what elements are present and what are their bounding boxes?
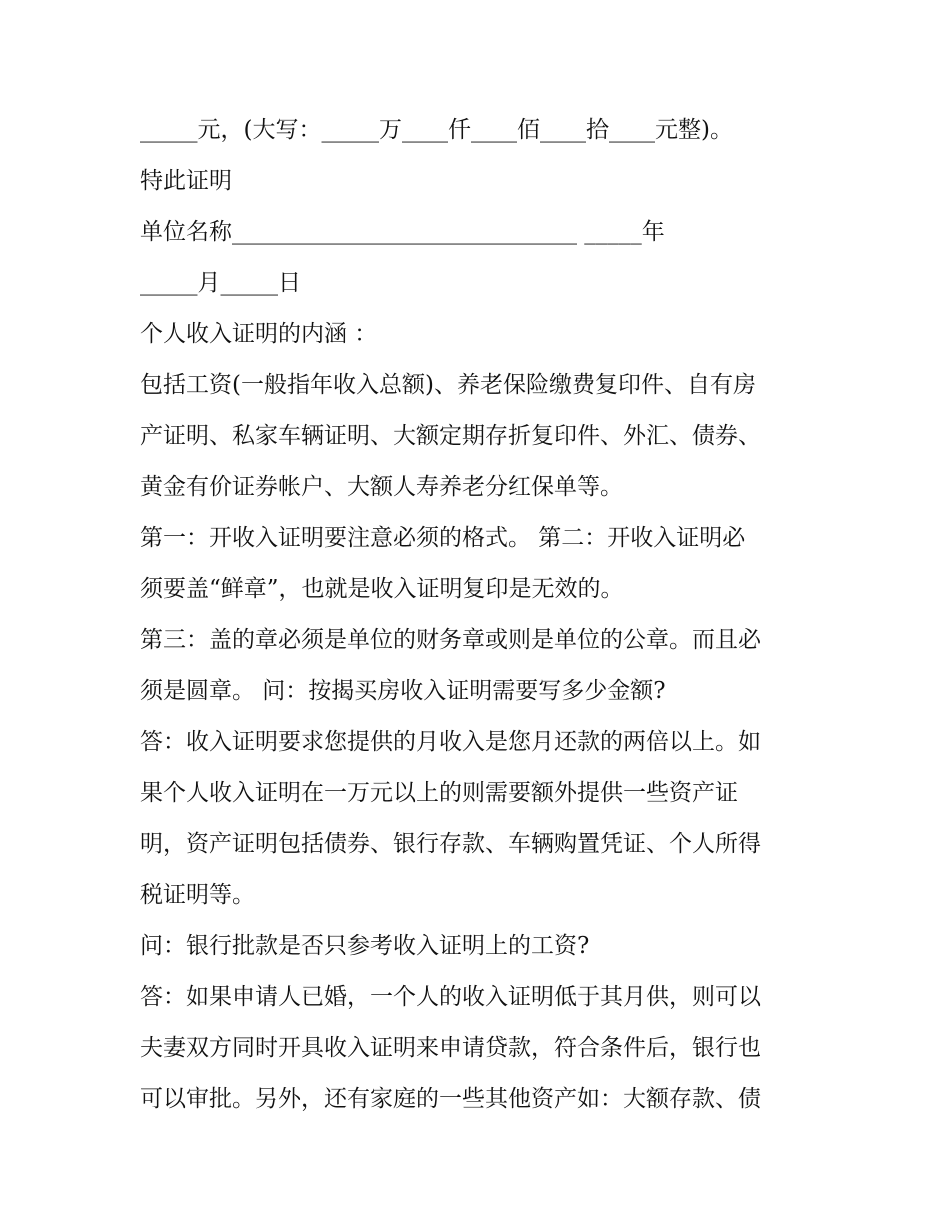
paragraph-line: 夫妻双方同时开具收入证明来申请贷款，符合条件后，银行也 xyxy=(140,1035,761,1061)
paragraph-line: 明，资产证明包括债券、银行存款、车辆购置凭证、个人所得 xyxy=(140,831,761,857)
date-line: _____月_____日 xyxy=(140,270,301,296)
paragraph-line: 问：银行批款是否只参考收入证明上的工资? xyxy=(140,933,590,959)
paragraph-line: 果个人收入证明在一万元以上的则需要额外提供一些资产证 xyxy=(140,780,738,806)
paragraph-line: 须是圆章。 问：按揭买房收入证明需要写多少金额? xyxy=(140,678,666,704)
paragraph-line: 答：收入证明要求您提供的月收入是您月还款的两倍以上。如 xyxy=(140,729,761,755)
paragraph-line: 答：如果申请人已婚，一个人的收入证明低于其月供，则可以 xyxy=(140,984,761,1010)
paragraph-line: 可以审批。另外，还有家庭的一些其他资产如：大额存款、债 xyxy=(140,1086,761,1112)
paragraph-line: 须要盖“鲜章”，也就是收入证明复印是无效的。 xyxy=(140,576,624,602)
document-body xyxy=(140,105,820,1125)
paragraph-line: 包括工资(一般指年收入总额)、养老保险缴费复印件、自有房 xyxy=(140,372,756,398)
paragraph-line: 黄金有价证券帐户、大额人寿养老分红保单等。 xyxy=(140,474,623,500)
paragraph-line: 产证明、私家车辆证明、大额定期存折复印件、外汇、债券、 xyxy=(140,423,761,449)
unit-name-line: 单位名称______________________________ _____年 xyxy=(140,219,665,245)
certification-line: 特此证明 xyxy=(140,168,232,194)
section-heading: 个人收入证明的内涵 ： xyxy=(140,321,378,347)
paragraph-line: 第一：开收入证明要注意必须的格式。 第二：开收入证明必 xyxy=(140,525,746,551)
paragraph-line: 税证明等。 xyxy=(140,882,255,908)
amount-line: _____元，(大写：_____万____仟____佰____拾____元整)。 xyxy=(140,117,733,143)
paragraph-line: 第三：盖的章必须是单位的财务章或则是单位的公章。而且必 xyxy=(140,627,761,653)
